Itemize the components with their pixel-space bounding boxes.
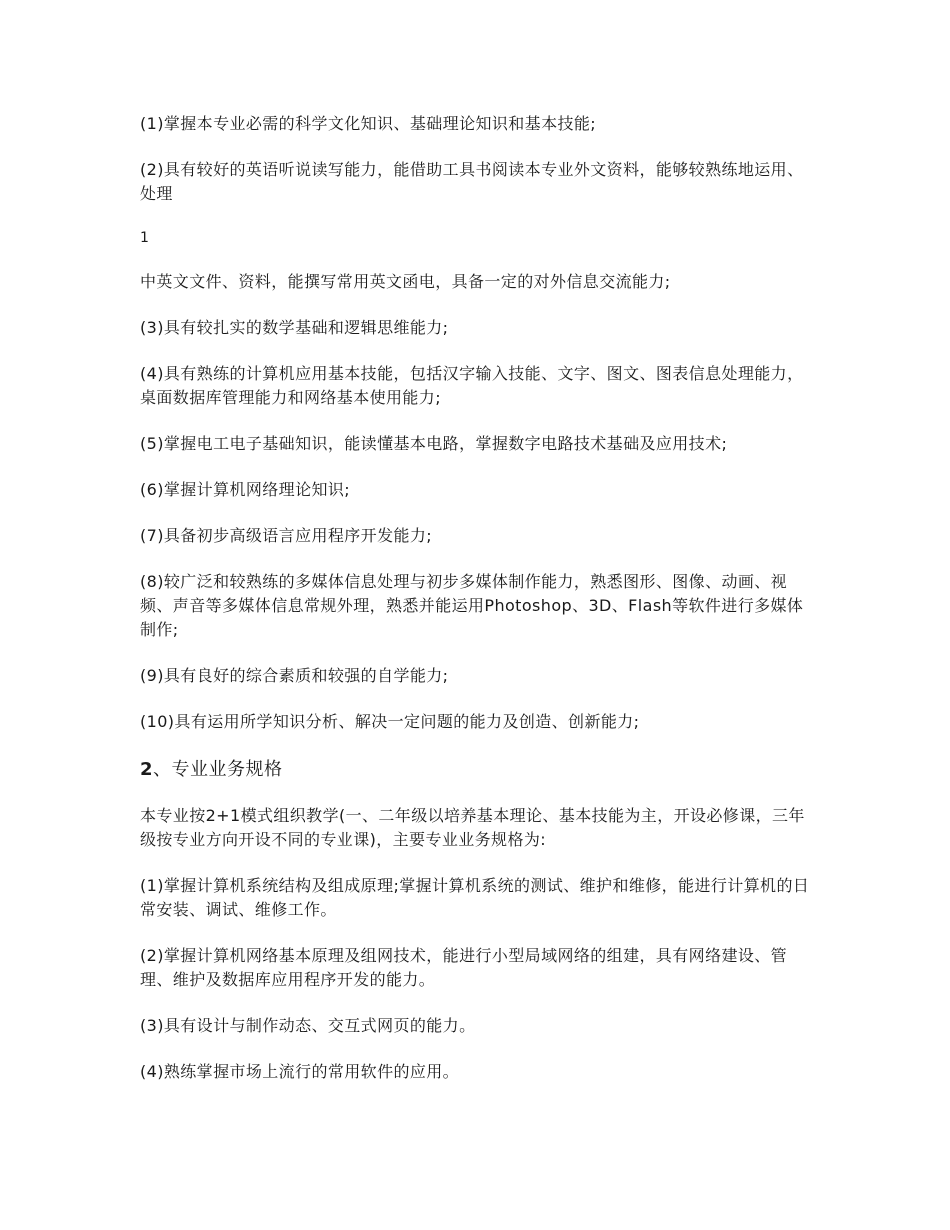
document-body bbox=[140, 112, 816, 1106]
paragraph: (1)掌握本专业必需的科学文化知识、基础理论知识和基本技能; bbox=[140, 114, 597, 133]
paragraph: (3)具有较扎实的数学基础和逻辑思维能力; bbox=[140, 318, 449, 337]
paragraph: 中英文文件、资料，能撰写常用英文函电，具备一定的对外信息交流能力; bbox=[140, 272, 671, 291]
section-heading-title: 、专业业务规格 bbox=[153, 759, 283, 780]
paragraph: (8)较广泛和较熟练的多媒体信息处理与初步多媒体制作能力，熟悉图形、图像、动画、视频、声音等多媒体信息常规外理，熟悉并能运用Photoshop、3D、Flash等软件进行多媒体制作; bbox=[140, 572, 804, 639]
paragraph: (2)具有较好的英语听说读写能力，能借助工具书阅读本专业外文资料，能够较熟练地运用、处理 bbox=[140, 160, 804, 203]
page-number: 1 bbox=[140, 230, 149, 246]
paragraph: (4)具有熟练的计算机应用基本技能，包括汉字输入技能、文字、图文、图表信息处理能力，桌面数据库管理能力和网络基本使用能力; bbox=[140, 364, 804, 407]
section-heading bbox=[140, 756, 816, 784]
paragraph: (9)具有良好的综合素质和较强的自学能力; bbox=[140, 666, 449, 685]
paragraph: (10)具有运用所学知识分析、解决一定问题的能力及创造、创新能力; bbox=[140, 712, 640, 731]
paragraph: 本专业按2+1模式组织教学(一、二年级以培养基本理论、基本技能为主，开设必修课，三年级按专业方向开设不同的专业课)，主要专业业务规格为: bbox=[140, 806, 805, 849]
paragraph: (6)掌握计算机网络理论知识; bbox=[140, 480, 351, 499]
paragraph: (1)掌握计算机系统结构及组成原理;掌握计算机系统的测试、维护和维修，能进行计算机的日常安装、调试、维修工作。 bbox=[140, 876, 810, 919]
paragraph: (7)具备初步高级语言应用程序开发能力; bbox=[140, 526, 433, 545]
paragraph: (2)掌握计算机网络基本原理及组网技术，能进行小型局域网络的组建，具有网络建设、管理、维护及数据库应用程序开发的能力。 bbox=[140, 946, 788, 989]
section-heading-number: 2 bbox=[140, 759, 154, 780]
paragraph: (3)具有设计与制作动态、交互式网页的能力。 bbox=[140, 1016, 476, 1035]
paragraph: (5)掌握电工电子基础知识，能读懂基本电路，掌握数字电路技术基础及应用技术; bbox=[140, 434, 728, 453]
paragraph: (4)熟练掌握市场上流行的常用软件的应用。 bbox=[140, 1062, 460, 1081]
